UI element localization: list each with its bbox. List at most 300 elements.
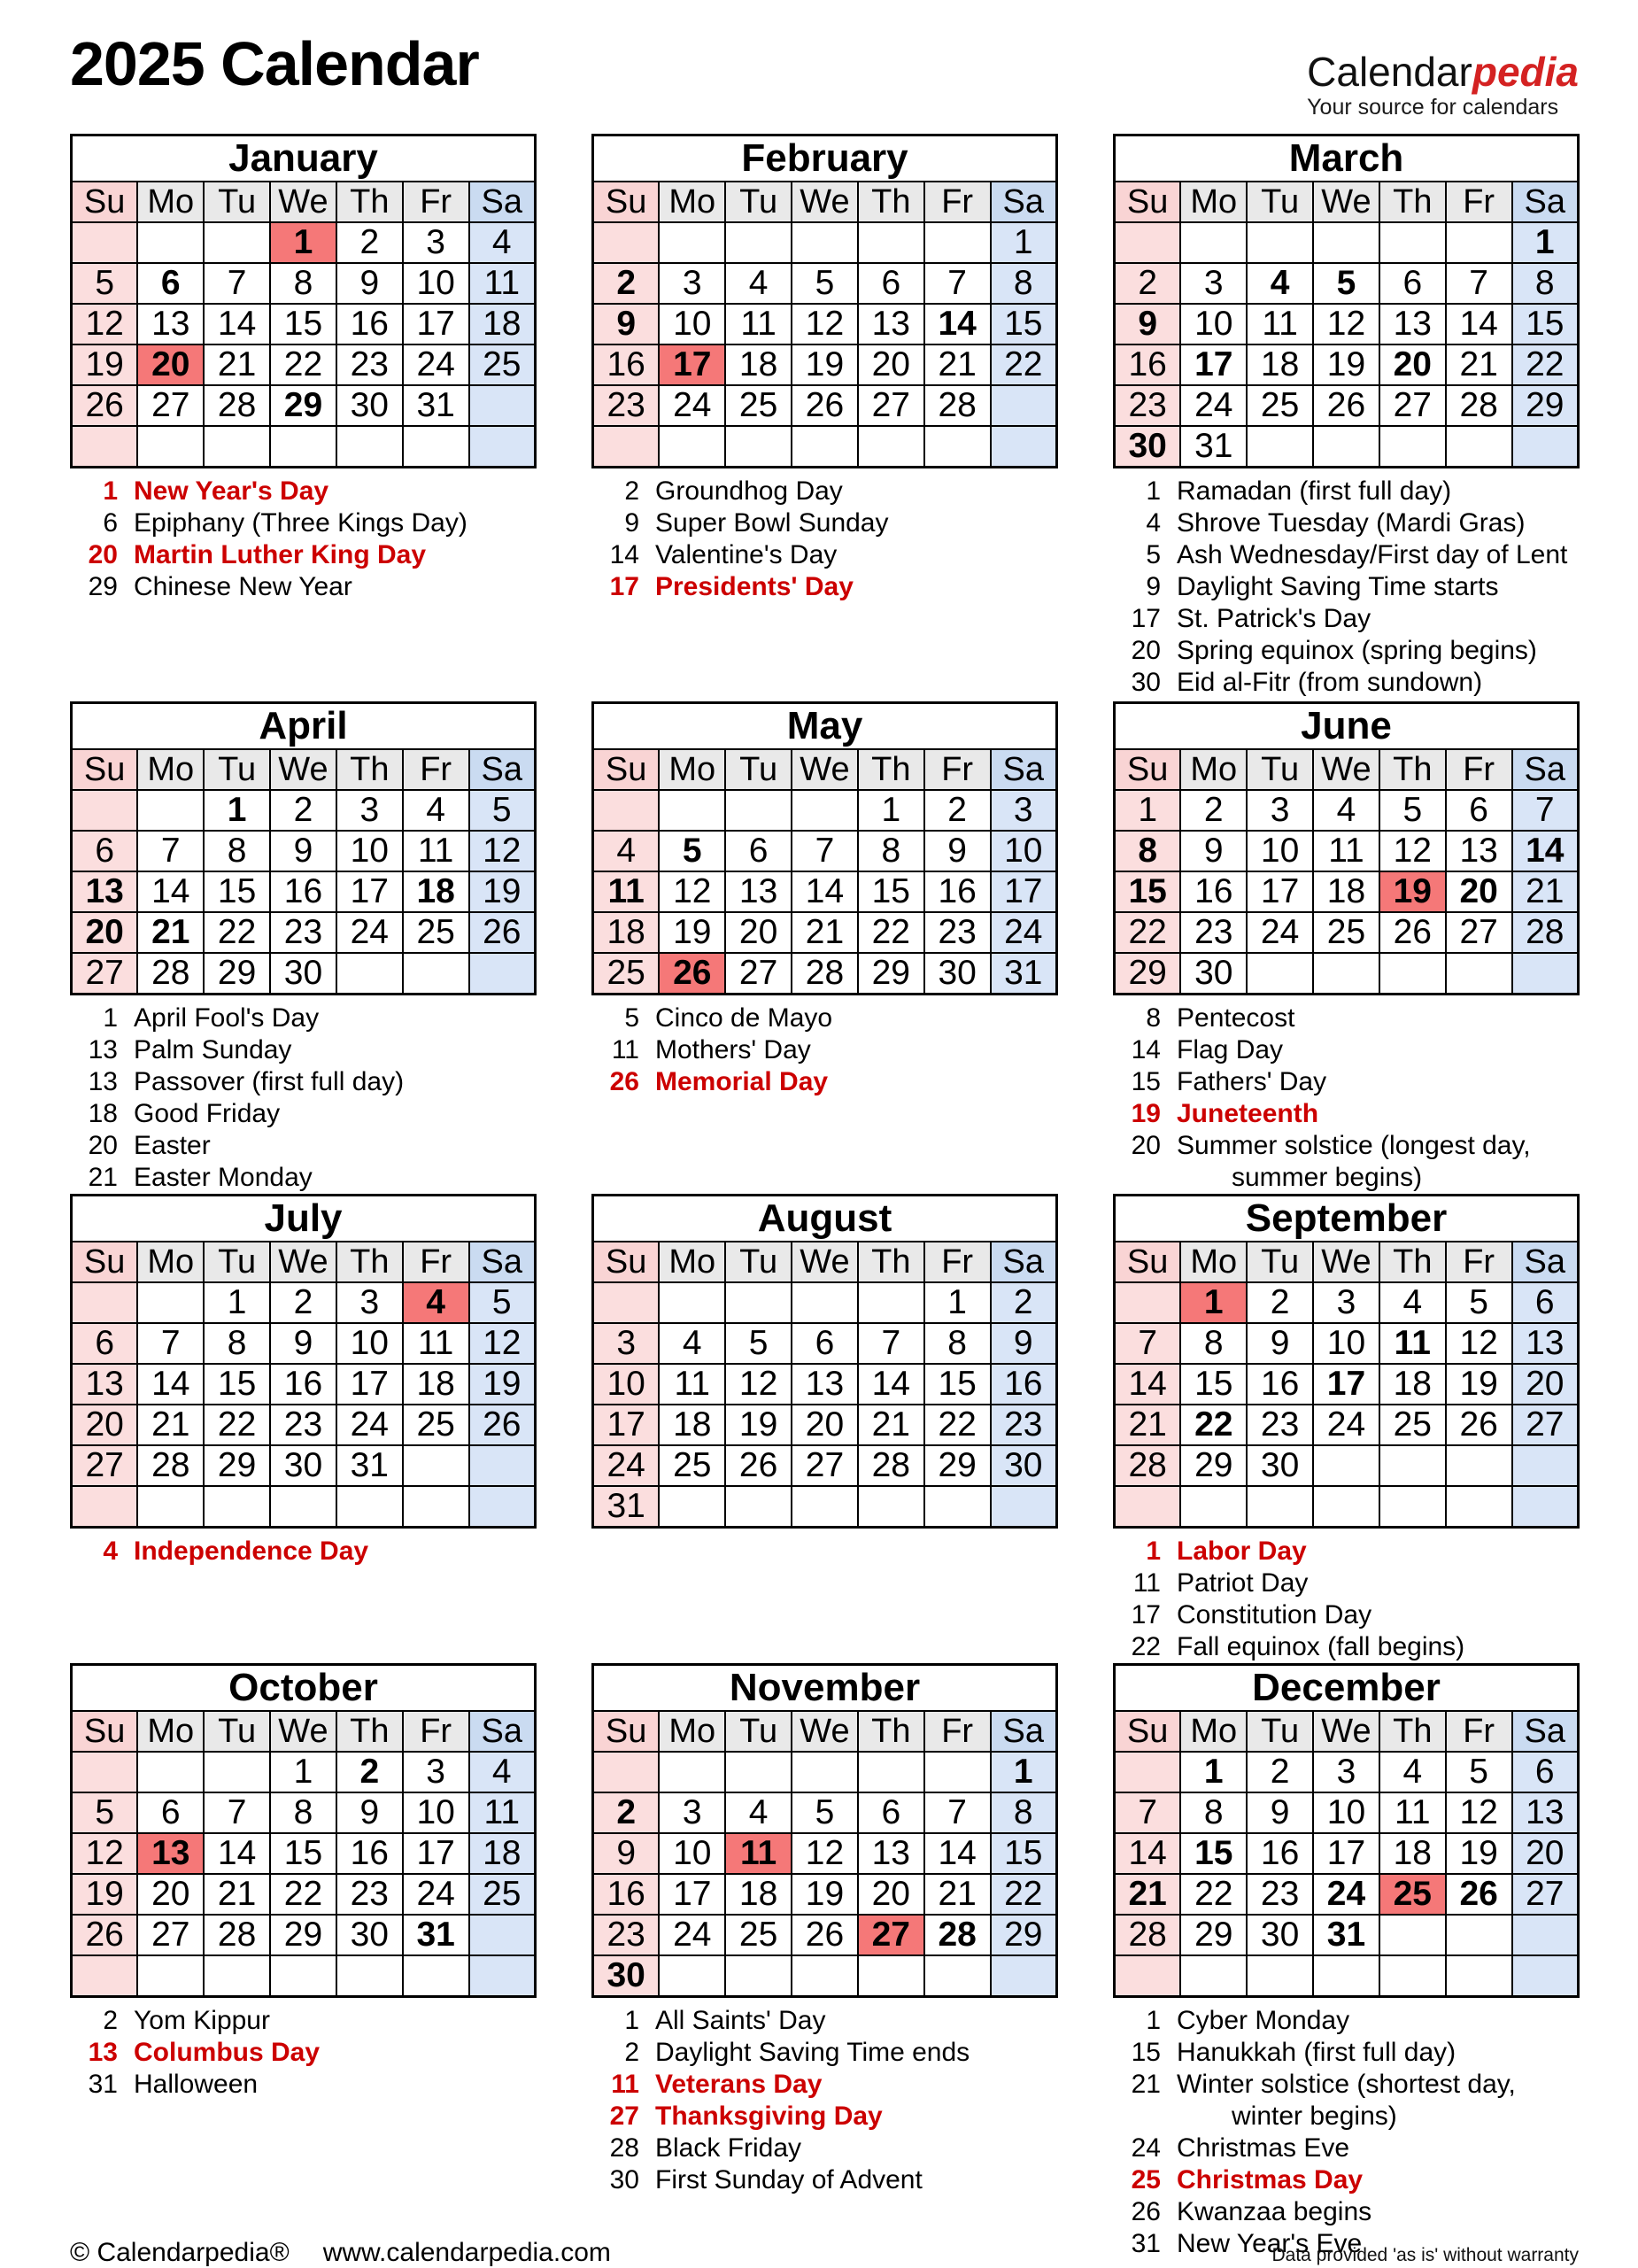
day-cell-empty [1379, 1915, 1446, 1955]
day-cell-16: 16 [593, 1874, 660, 1915]
day-cell-empty [469, 1445, 536, 1486]
month-april [70, 701, 537, 1194]
day-cell-25: 25 [403, 912, 469, 953]
day-cell-empty [593, 426, 660, 468]
day-cell-22: 22 [991, 344, 1057, 385]
day-cell-25: 25 [1313, 912, 1379, 953]
day-cell-empty [137, 1486, 204, 1528]
day-cell-empty [1247, 1955, 1313, 1997]
day-cell-2: 2 [336, 1752, 403, 1792]
holiday-list [1113, 476, 1580, 699]
day-cell-21: 21 [137, 1405, 204, 1445]
day-cell-6: 6 [1446, 790, 1512, 831]
day-cell-10: 10 [336, 831, 403, 871]
day-cell-15: 15 [858, 871, 924, 912]
day-cell-26: 26 [469, 912, 536, 953]
holiday-item [1113, 2069, 1580, 2101]
day-cell-16: 16 [1247, 1833, 1313, 1874]
day-cell-24: 24 [1313, 1874, 1379, 1915]
day-cell-18: 18 [725, 344, 792, 385]
day-cell-25: 25 [659, 1445, 725, 1486]
day-cell-empty [725, 1282, 792, 1323]
day-cell-8: 8 [270, 263, 336, 304]
day-cell-empty [792, 1282, 858, 1323]
holiday-name: Columbus Day [134, 2038, 321, 2067]
day-cell-20: 20 [72, 1405, 138, 1445]
weekday-header-tu: Tu [725, 1242, 792, 1282]
weekday-header-we: We [1313, 182, 1379, 222]
weekday-header-fr: Fr [403, 749, 469, 790]
holiday-day: 27 [609, 2102, 639, 2131]
day-cell-7: 7 [1512, 790, 1579, 831]
weekday-header-fr: Fr [1446, 182, 1512, 222]
day-cell-18: 18 [469, 1833, 536, 1874]
weekday-header-tu: Tu [1247, 1711, 1313, 1752]
day-cell-23: 23 [1247, 1405, 1313, 1445]
weekday-header-tu: Tu [1247, 749, 1313, 790]
weekday-header-fr: Fr [1446, 749, 1512, 790]
day-cell-11: 11 [403, 1323, 469, 1364]
day-cell-13: 13 [72, 871, 138, 912]
day-cell-empty [792, 1486, 858, 1528]
holiday-day: 31 [1131, 2229, 1161, 2258]
holiday-item [70, 507, 537, 539]
weekday-header-th: Th [1379, 1242, 1446, 1282]
day-cell-empty [469, 953, 536, 995]
day-cell-25: 25 [1379, 1405, 1446, 1445]
day-cell-empty [1379, 1445, 1446, 1486]
day-cell-empty [469, 1486, 536, 1528]
day-cell-8: 8 [1180, 1323, 1247, 1364]
day-cell-5: 5 [792, 1792, 858, 1833]
holiday-list [1113, 2005, 1580, 2260]
day-cell-3: 3 [659, 263, 725, 304]
day-cell-empty [204, 1486, 270, 1528]
weekday-header-mo: Mo [1180, 749, 1247, 790]
weekday-header-tu: Tu [204, 749, 270, 790]
holiday-item [591, 2037, 1058, 2069]
day-cell-1: 1 [204, 1282, 270, 1323]
day-cell-30: 30 [1247, 1915, 1313, 1955]
day-cell-5: 5 [659, 831, 725, 871]
day-cell-empty [991, 1955, 1057, 1997]
holiday-name: Mothers' Day [655, 1035, 811, 1064]
day-cell-1: 1 [924, 1282, 991, 1323]
holiday-day: 31 [88, 2070, 118, 2099]
day-cell-14: 14 [792, 871, 858, 912]
day-cell-empty [659, 426, 725, 468]
day-cell-15: 15 [1512, 304, 1579, 344]
day-cell-empty [924, 222, 991, 263]
day-cell-8: 8 [270, 1792, 336, 1833]
day-cell-empty [137, 1752, 204, 1792]
day-cell-6: 6 [1512, 1752, 1579, 1792]
day-cell-30: 30 [991, 1445, 1057, 1486]
weekday-header-th: Th [858, 182, 924, 222]
weekday-header-sa: Sa [991, 1711, 1057, 1752]
day-cell-14: 14 [858, 1364, 924, 1405]
day-cell-10: 10 [659, 1833, 725, 1874]
holiday-day: 19 [1131, 1099, 1161, 1128]
weekday-header-tu: Tu [725, 749, 792, 790]
holiday-item [591, 1002, 1058, 1034]
holiday-day: 11 [611, 2070, 639, 2099]
holiday-item [1113, 635, 1580, 667]
day-cell-24: 24 [593, 1445, 660, 1486]
day-cell-25: 25 [725, 1915, 792, 1955]
day-cell-30: 30 [336, 1915, 403, 1955]
day-cell-28: 28 [204, 385, 270, 426]
logo-part-black: Calendar [1307, 49, 1472, 95]
holiday-name: New Year's Eve [1177, 2229, 1363, 2258]
holiday-name: First Sunday of Advent [655, 2165, 923, 2194]
weekday-header-mo: Mo [659, 1711, 725, 1752]
day-cell-21: 21 [792, 912, 858, 953]
holiday-item [1113, 1130, 1580, 1162]
weekday-header-sa: Sa [1512, 182, 1579, 222]
day-cell-23: 23 [270, 1405, 336, 1445]
holiday-day: 9 [624, 508, 639, 538]
day-cell-3: 3 [593, 1323, 660, 1364]
day-cell-28: 28 [924, 385, 991, 426]
day-cell-empty [593, 790, 660, 831]
day-cell-18: 18 [725, 1874, 792, 1915]
holiday-day: 2 [624, 476, 639, 506]
day-cell-10: 10 [593, 1364, 660, 1405]
day-cell-8: 8 [1512, 263, 1579, 304]
day-cell-27: 27 [137, 1915, 204, 1955]
day-cell-22: 22 [204, 1405, 270, 1445]
day-cell-3: 3 [1180, 263, 1247, 304]
day-cell-24: 24 [991, 912, 1057, 953]
day-cell-empty [659, 790, 725, 831]
day-cell-5: 5 [469, 790, 536, 831]
holiday-item [1113, 571, 1580, 603]
holiday-name: Eid al-Fitr (from sundown) [1177, 668, 1483, 697]
holiday-item [70, 571, 537, 603]
day-cell-25: 25 [469, 344, 536, 385]
holiday-day: 2 [103, 2006, 118, 2035]
holiday-name: Pentecost [1177, 1003, 1295, 1033]
weekday-header-su: Su [1115, 1242, 1181, 1282]
holiday-name: Summer solstice (longest day, [1177, 1131, 1531, 1160]
day-cell-28: 28 [137, 1445, 204, 1486]
day-cell-empty [403, 1486, 469, 1528]
day-cell-21: 21 [924, 344, 991, 385]
day-cell-9: 9 [1180, 831, 1247, 871]
day-cell-empty [336, 1486, 403, 1528]
month-table [591, 1663, 1058, 1998]
day-cell-8: 8 [858, 831, 924, 871]
day-cell-15: 15 [1180, 1833, 1247, 1874]
day-cell-empty [659, 222, 725, 263]
day-cell-11: 11 [469, 1792, 536, 1833]
holiday-name: Spring equinox (spring begins) [1177, 636, 1537, 665]
holiday-day: 4 [1146, 508, 1161, 538]
day-cell-8: 8 [924, 1323, 991, 1364]
holiday-name: Shrove Tuesday (Mardi Gras) [1177, 508, 1526, 538]
footer-disclaimer: Data provided 'as is' without warranty [1271, 2245, 1579, 2265]
day-cell-16: 16 [336, 304, 403, 344]
holiday-day: 25 [1131, 2165, 1161, 2194]
day-cell-empty [924, 426, 991, 468]
weekday-header-we: We [792, 749, 858, 790]
holiday-item [70, 1162, 537, 1194]
day-cell-15: 15 [270, 304, 336, 344]
day-cell-14: 14 [1115, 1364, 1181, 1405]
day-cell-13: 13 [1512, 1792, 1579, 1833]
holiday-name: Presidents' Day [655, 572, 854, 601]
day-cell-17: 17 [336, 1364, 403, 1405]
day-cell-empty [1446, 1445, 1512, 1486]
weekday-header-sa: Sa [469, 182, 536, 222]
month-title: September [1115, 1196, 1579, 1242]
holiday-item [1113, 476, 1580, 507]
day-cell-19: 19 [659, 912, 725, 953]
holiday-name: April Fool's Day [134, 1003, 320, 1033]
holiday-name: Easter Monday [134, 1163, 313, 1192]
day-cell-empty [403, 426, 469, 468]
calendar-band-1 [70, 134, 1580, 701]
day-cell-5: 5 [1379, 790, 1446, 831]
day-cell-empty [72, 1282, 138, 1323]
holiday-item [591, 507, 1058, 539]
day-cell-15: 15 [1180, 1364, 1247, 1405]
day-cell-30: 30 [270, 1445, 336, 1486]
day-cell-empty [1512, 953, 1579, 995]
day-cell-8: 8 [204, 1323, 270, 1364]
day-cell-20: 20 [858, 1874, 924, 1915]
day-cell-30: 30 [593, 1955, 660, 1997]
month-june [1113, 701, 1580, 1194]
weekday-header-fr: Fr [924, 1711, 991, 1752]
holiday-item [1113, 603, 1580, 635]
calendar-band-3 [70, 1194, 1580, 1663]
month-table [70, 701, 537, 995]
day-cell-empty [593, 222, 660, 263]
day-cell-1: 1 [270, 1752, 336, 1792]
weekday-header-th: Th [336, 1711, 403, 1752]
day-cell-empty [725, 1486, 792, 1528]
day-cell-9: 9 [924, 831, 991, 871]
day-cell-empty [137, 790, 204, 831]
day-cell-22: 22 [204, 912, 270, 953]
day-cell-25: 25 [1379, 1874, 1446, 1915]
weekday-header-fr: Fr [403, 1711, 469, 1752]
day-cell-16: 16 [1247, 1364, 1313, 1405]
day-cell-13: 13 [1379, 304, 1446, 344]
day-cell-7: 7 [137, 831, 204, 871]
holiday-day: 13 [88, 1067, 118, 1096]
footer-copyright: © Calendarpedia® [70, 2238, 290, 2267]
holiday-name: Super Bowl Sunday [655, 508, 889, 538]
day-cell-27: 27 [72, 1445, 138, 1486]
day-cell-empty [1247, 426, 1313, 468]
day-cell-empty [336, 1955, 403, 1997]
day-cell-10: 10 [1313, 1323, 1379, 1364]
day-cell-15: 15 [991, 1833, 1057, 1874]
day-cell-15: 15 [1115, 871, 1181, 912]
weekday-header-sa: Sa [469, 1711, 536, 1752]
day-cell-empty [270, 1486, 336, 1528]
holiday-name-continued: winter begins) [1232, 2102, 1397, 2131]
day-cell-4: 4 [1379, 1752, 1446, 1792]
day-cell-empty [204, 222, 270, 263]
day-cell-11: 11 [1379, 1323, 1446, 1364]
day-cell-empty [1512, 1915, 1579, 1955]
day-cell-22: 22 [1180, 1874, 1247, 1915]
day-cell-6: 6 [137, 263, 204, 304]
day-cell-23: 23 [336, 344, 403, 385]
day-cell-7: 7 [204, 1792, 270, 1833]
day-cell-29: 29 [991, 1915, 1057, 1955]
day-cell-27: 27 [725, 953, 792, 995]
day-cell-5: 5 [72, 1792, 138, 1833]
day-cell-9: 9 [1247, 1792, 1313, 1833]
holiday-item [1113, 2005, 1580, 2037]
day-cell-7: 7 [204, 263, 270, 304]
day-cell-29: 29 [1512, 385, 1579, 426]
holiday-day: 13 [88, 2038, 118, 2067]
holiday-day: 15 [1131, 1067, 1161, 1096]
holiday-day: 17 [609, 572, 639, 601]
day-cell-18: 18 [593, 912, 660, 953]
day-cell-20: 20 [792, 1405, 858, 1445]
holiday-item [70, 539, 537, 571]
holiday-name: Fathers' Day [1177, 1067, 1327, 1096]
month-title: January [72, 135, 536, 182]
month-title: October [72, 1665, 536, 1712]
day-cell-empty [137, 222, 204, 263]
day-cell-16: 16 [1115, 344, 1181, 385]
holiday-list [1113, 1536, 1580, 1663]
day-cell-18: 18 [1313, 871, 1379, 912]
day-cell-empty [991, 385, 1057, 426]
day-cell-empty [1512, 426, 1579, 468]
day-cell-empty [1379, 426, 1446, 468]
day-cell-17: 17 [336, 871, 403, 912]
month-august [591, 1194, 1058, 1536]
day-cell-28: 28 [1446, 385, 1512, 426]
day-cell-19: 19 [1379, 871, 1446, 912]
day-cell-9: 9 [991, 1323, 1057, 1364]
day-cell-4: 4 [659, 1323, 725, 1364]
day-cell-1: 1 [1180, 1752, 1247, 1792]
day-cell-1: 1 [204, 790, 270, 831]
day-cell-26: 26 [469, 1405, 536, 1445]
holiday-name: Martin Luther King Day [134, 540, 427, 569]
day-cell-22: 22 [924, 1405, 991, 1445]
holiday-day: 11 [1132, 1568, 1161, 1598]
day-cell-20: 20 [1446, 871, 1512, 912]
day-cell-4: 4 [1247, 263, 1313, 304]
day-cell-13: 13 [137, 1833, 204, 1874]
holiday-name: Ramadan (first full day) [1177, 476, 1452, 506]
day-cell-empty [72, 1955, 138, 1997]
day-cell-21: 21 [1446, 344, 1512, 385]
day-cell-28: 28 [1115, 1915, 1181, 1955]
day-cell-7: 7 [137, 1323, 204, 1364]
holiday-item [591, 2101, 1058, 2133]
month-title: May [593, 703, 1057, 750]
day-cell-9: 9 [336, 1792, 403, 1833]
weekday-header-fr: Fr [924, 1242, 991, 1282]
day-cell-empty [1512, 1955, 1579, 1997]
day-cell-empty [1180, 1955, 1247, 1997]
day-cell-2: 2 [991, 1282, 1057, 1323]
month-title: February [593, 135, 1057, 182]
holiday-day: 4 [103, 1537, 118, 1566]
day-cell-empty [725, 790, 792, 831]
weekday-header-sa: Sa [1512, 749, 1579, 790]
day-cell-31: 31 [1313, 1915, 1379, 1955]
holiday-name: Labor Day [1177, 1537, 1307, 1566]
day-cell-13: 13 [1446, 831, 1512, 871]
day-cell-30: 30 [336, 385, 403, 426]
day-cell-21: 21 [137, 912, 204, 953]
holiday-day: 2 [624, 2038, 639, 2067]
day-cell-empty [924, 1752, 991, 1792]
day-cell-4: 4 [403, 1282, 469, 1323]
day-cell-empty [1313, 1486, 1379, 1528]
day-cell-26: 26 [1379, 912, 1446, 953]
holiday-list [70, 2005, 537, 2101]
holiday-item [1113, 1034, 1580, 1066]
day-cell-28: 28 [204, 1915, 270, 1955]
weekday-header-we: We [1313, 1711, 1379, 1752]
month-title: August [593, 1196, 1057, 1242]
day-cell-29: 29 [858, 953, 924, 995]
day-cell-8: 8 [1115, 831, 1181, 871]
day-cell-4: 4 [469, 222, 536, 263]
logo-tagline: Your source for calendars [1307, 95, 1559, 120]
day-cell-5: 5 [1313, 263, 1379, 304]
day-cell-empty [593, 1282, 660, 1323]
day-cell-1: 1 [991, 1752, 1057, 1792]
month-title: December [1115, 1665, 1579, 1712]
day-cell-12: 12 [1446, 1323, 1512, 1364]
weekday-header-we: We [1313, 1242, 1379, 1282]
day-cell-5: 5 [469, 1282, 536, 1323]
month-november [591, 1663, 1058, 2196]
weekday-header-fr: Fr [1446, 1711, 1512, 1752]
day-cell-13: 13 [1512, 1323, 1579, 1364]
day-cell-1: 1 [270, 222, 336, 263]
day-cell-empty [659, 1282, 725, 1323]
holiday-name: Constitution Day [1177, 1600, 1372, 1629]
holiday-day: 24 [1131, 2133, 1161, 2163]
holiday-item [1113, 1631, 1580, 1663]
weekday-header-th: Th [1379, 749, 1446, 790]
day-cell-17: 17 [1247, 871, 1313, 912]
day-cell-19: 19 [1446, 1364, 1512, 1405]
day-cell-25: 25 [725, 385, 792, 426]
day-cell-28: 28 [1115, 1445, 1181, 1486]
day-cell-7: 7 [924, 263, 991, 304]
day-cell-25: 25 [403, 1405, 469, 1445]
holiday-day: 17 [1131, 1600, 1161, 1629]
day-cell-empty [858, 222, 924, 263]
day-cell-31: 31 [336, 1445, 403, 1486]
day-cell-14: 14 [1512, 831, 1579, 871]
day-cell-empty [858, 1486, 924, 1528]
holiday-item [1113, 1536, 1580, 1567]
day-cell-empty [593, 1752, 660, 1792]
day-cell-21: 21 [204, 344, 270, 385]
holiday-day: 20 [88, 540, 118, 569]
holiday-item [1113, 539, 1580, 571]
day-cell-2: 2 [1115, 263, 1181, 304]
